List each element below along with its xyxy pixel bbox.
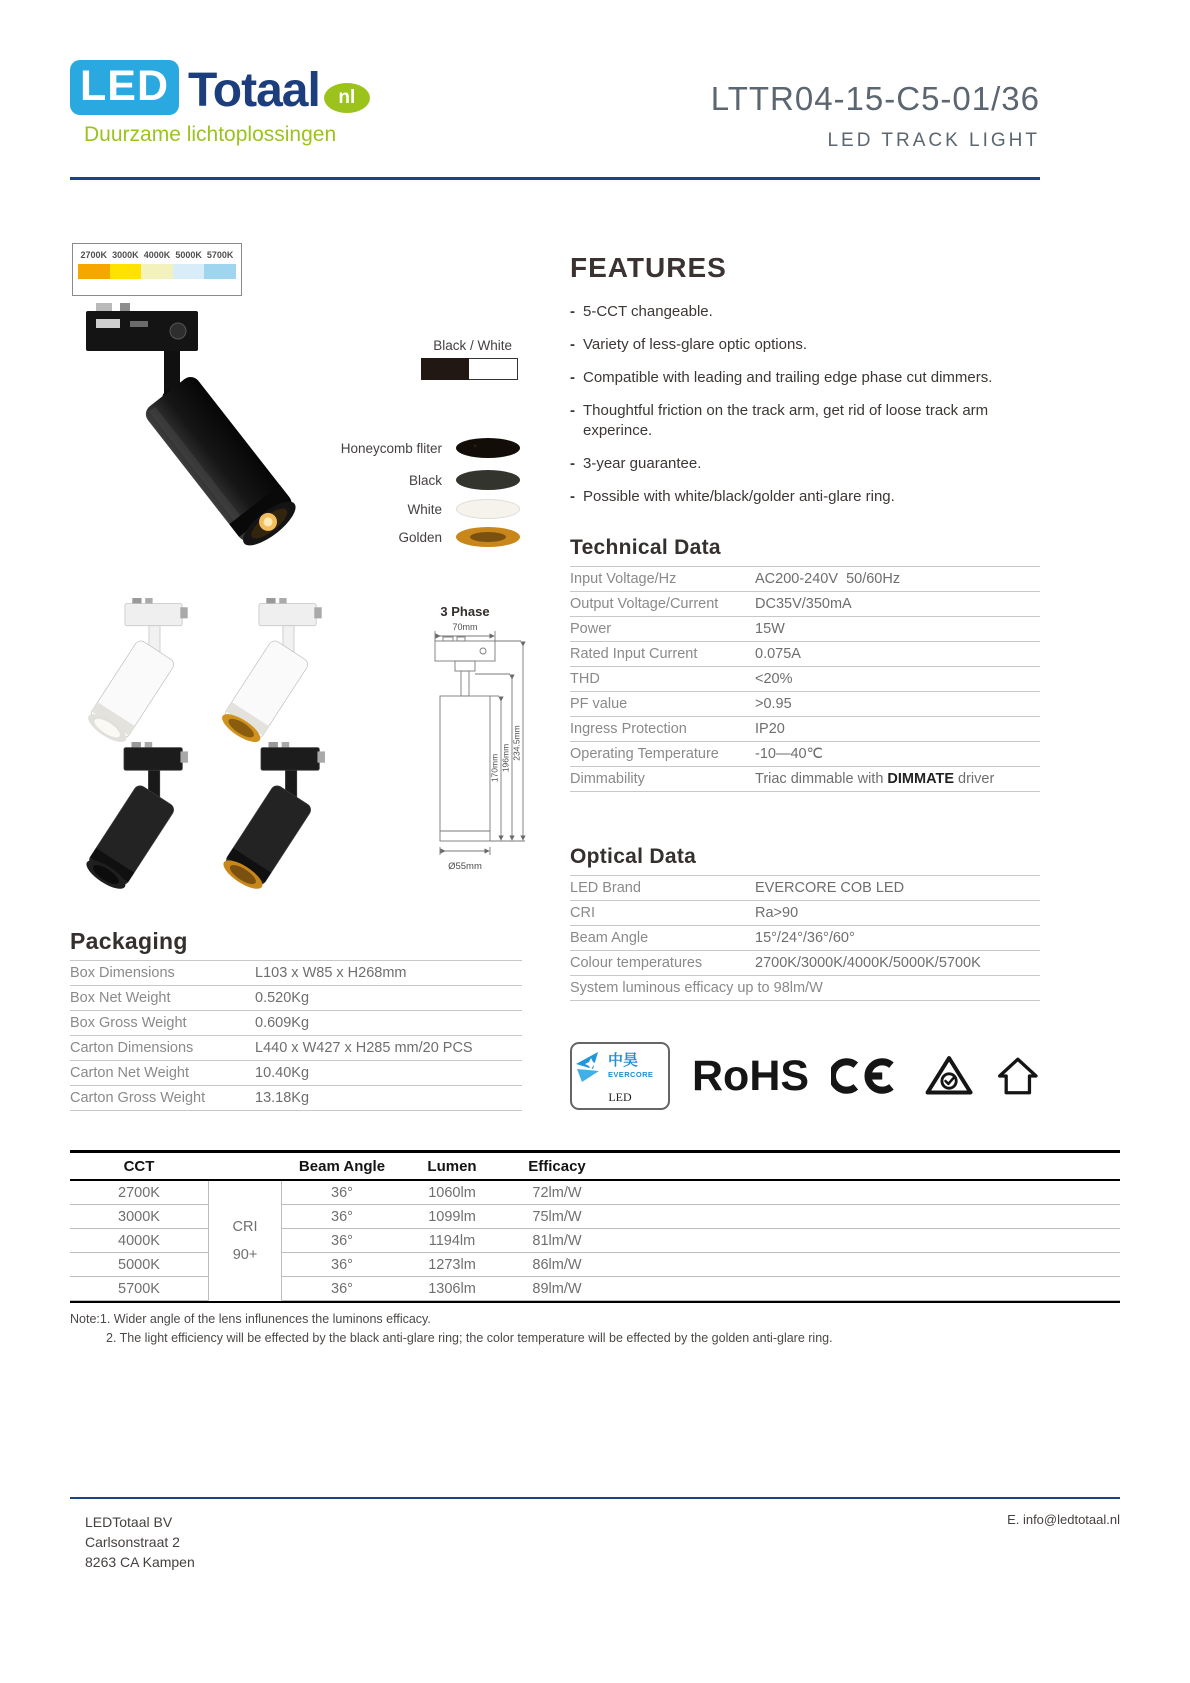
logo-totaal-text: Totaal — [188, 64, 320, 117]
note-line: Note:1. Wider angle of the lens influnences the luminons efficacy. — [70, 1312, 431, 1326]
feature-item: - 3-year guarantee. — [570, 455, 702, 472]
technical-data-table — [570, 566, 1040, 792]
cct-color-swatch — [204, 264, 236, 279]
evercore-led-text: LED — [608, 1090, 632, 1104]
cct-label: 5700K — [206, 250, 234, 260]
table-row: Carton Gross Weight 13.18Kg — [70, 1086, 522, 1111]
logo-tagline: Duurzame lichtoplossingen — [84, 123, 337, 146]
table-row: Box Net Weight 0.520Kg — [70, 986, 522, 1011]
rcm-mark-icon — [924, 1048, 974, 1104]
table-row: Beam Angle 15°/24°/36°/60° — [570, 926, 1040, 951]
height-dimension-label: 196mm — [500, 743, 511, 773]
performance-table-header — [70, 1150, 1120, 1181]
diameter-dimension-label: Ø55mm — [448, 861, 482, 872]
col-header-beam-angle: Beam Angle — [298, 1157, 386, 1175]
table-row: Output Voltage/Current DC35V/350mA — [570, 592, 1040, 617]
feature-item: - Possible with white/black/golder anti-glare ring. — [570, 488, 895, 505]
table-row: Rated Input Current 0.075A — [570, 642, 1040, 667]
cct-swatch-box — [72, 243, 242, 296]
table-row: 3000K 36° 1099lm 75lm/W — [70, 1205, 1120, 1229]
height-dimension-label: 170mm — [489, 753, 500, 783]
product-code: LTTR04-15-C5-01/36 — [710, 80, 1040, 117]
track-light-photo-black — [85, 742, 210, 902]
table-row: Box Dimensions L103 x W85 x H268mm — [70, 961, 522, 986]
ring-option-honeycomb: Honeycomb fliter — [240, 436, 520, 460]
table-row: 4000K 36° 1194lm 81lm/W — [70, 1229, 1120, 1253]
table-row: THD <20% — [570, 667, 1040, 692]
table-row: 5700K 36° 1306lm 89lm/W — [70, 1277, 1120, 1301]
company-name: LEDTotaal BV — [85, 1514, 173, 1530]
house-mark-icon — [996, 1048, 1040, 1104]
evercore-led-logo — [570, 1042, 670, 1110]
logo-nl-badge: nl — [324, 83, 370, 113]
body-color-swatch — [421, 358, 518, 380]
table-row-dimmability: Dimmability Triac dimmable with DIMMATE driver — [570, 767, 1040, 792]
features-heading: FEATURES — [570, 252, 727, 283]
dimension-drawing — [413, 603, 531, 881]
table-row: Input Voltage/Hz AC200-240V 50/60Hz — [570, 567, 1040, 592]
address-line: 8263 CA Kampen — [85, 1554, 195, 1570]
track-light-photo-white — [88, 598, 208, 755]
header-divider — [70, 177, 1040, 180]
footer-divider — [70, 1497, 1120, 1499]
ring-option-white: White — [240, 497, 520, 521]
honeycomb-ring-swatch — [456, 438, 520, 458]
table-row: Ingress Protection IP20 — [570, 717, 1040, 742]
body-color-label: Black / White — [433, 338, 512, 353]
col-header-cct: CCT — [123, 1157, 155, 1175]
cct-color-swatch — [110, 264, 142, 279]
drawing-title: 3 Phase — [440, 604, 490, 619]
ring-option-golden: Golden — [240, 525, 520, 549]
cct-label: 3000K — [112, 250, 139, 260]
features-list — [570, 302, 1030, 520]
col-header-efficacy: Efficacy — [528, 1157, 586, 1175]
track-light-photo-white-gold — [222, 598, 342, 755]
ce-mark-icon — [831, 1048, 902, 1104]
evercore-cn-text: 中昊 — [608, 1052, 639, 1069]
table-row: CRI Ra>90 — [570, 901, 1040, 926]
feature-item: - Compatible with leading and trailing edge phase cut dimmers. — [570, 369, 993, 386]
cct-label: 4000K — [143, 250, 171, 260]
packaging-heading: Packaging — [70, 928, 188, 954]
table-row: 2700K 36° 1060lm 72lm/W — [70, 1181, 1120, 1205]
table-row: LED Brand EVERCORE COB LED — [570, 876, 1040, 901]
table-row: 5000K 36° 1273lm 86lm/W — [70, 1253, 1120, 1277]
performance-table — [70, 1150, 1120, 1303]
ring-option-black: Black — [240, 468, 520, 492]
cct-color-swatch — [141, 264, 173, 279]
ledtotaal-logo — [70, 60, 370, 147]
footnotes — [70, 1310, 833, 1348]
table-row: Carton Net Weight 10.40Kg — [70, 1061, 522, 1086]
black-body-swatch — [421, 358, 469, 380]
white-body-swatch — [469, 358, 518, 380]
table-row: PF value >0.95 — [570, 692, 1040, 717]
company-address — [85, 1512, 195, 1572]
address-line: Carlsonstraat 2 — [85, 1534, 180, 1550]
contact-email: E. info@ledtotaal.nl — [1007, 1512, 1120, 1527]
feature-item: - Variety of less-glare optic options. — [570, 336, 807, 353]
cct-color-swatch — [173, 264, 205, 279]
rohs-mark: RoHS — [692, 1051, 810, 1100]
table-row: Operating Temperature -10—40℃ — [570, 742, 1040, 767]
white-ring-swatch — [456, 499, 520, 519]
track-light-photo-black-gold — [222, 742, 347, 902]
cri-merged-cell: CRI 90+ — [208, 1181, 282, 1301]
track-light-photo-main — [78, 293, 323, 593]
cct-label: 5000K — [175, 250, 202, 260]
black-ring-swatch — [456, 470, 520, 490]
table-row: Colour temperatures 2700K/3000K/4000K/5000K/5700K — [570, 951, 1040, 976]
feature-item: - 5-CCT changeable. — [570, 303, 713, 320]
evercore-brand-text: EVERCORE — [608, 1070, 654, 1079]
table-row-efficacy: System luminous efficacy up to 98lm/W — [570, 976, 1040, 1001]
packaging-table — [70, 960, 522, 1111]
cct-color-swatch — [78, 264, 110, 279]
table-row: Box Gross Weight 0.609Kg — [70, 1011, 522, 1036]
golden-ring-swatch — [456, 527, 520, 547]
optical-data-heading: Optical Data — [570, 845, 697, 868]
height-dimension-label: 234.5mm — [511, 725, 522, 761]
optical-data-table — [570, 875, 1040, 1001]
width-dimension-label: 70mm — [452, 622, 478, 632]
certifications-row — [570, 1038, 1040, 1114]
table-row: Carton Dimensions L440 x W427 x H285 mm/20 PCS — [70, 1036, 522, 1061]
col-header-lumen: Lumen — [427, 1157, 477, 1175]
feature-item: - Thoughtful friction on the track arm, get rid of loose track arm experince. — [570, 402, 989, 439]
logo-led-badge: LED — [70, 60, 179, 115]
note-line: 2. The light efficiency will be effected by the black anti-glare ring; the color temperature will be effected by the golden anti-glare ring. — [106, 1331, 833, 1345]
table-row: Power 15W — [570, 617, 1040, 642]
product-type: LED TRACK LIGHT — [827, 130, 1040, 151]
cct-label: 2700K — [80, 250, 108, 260]
technical-data-heading: Technical Data — [570, 536, 721, 559]
